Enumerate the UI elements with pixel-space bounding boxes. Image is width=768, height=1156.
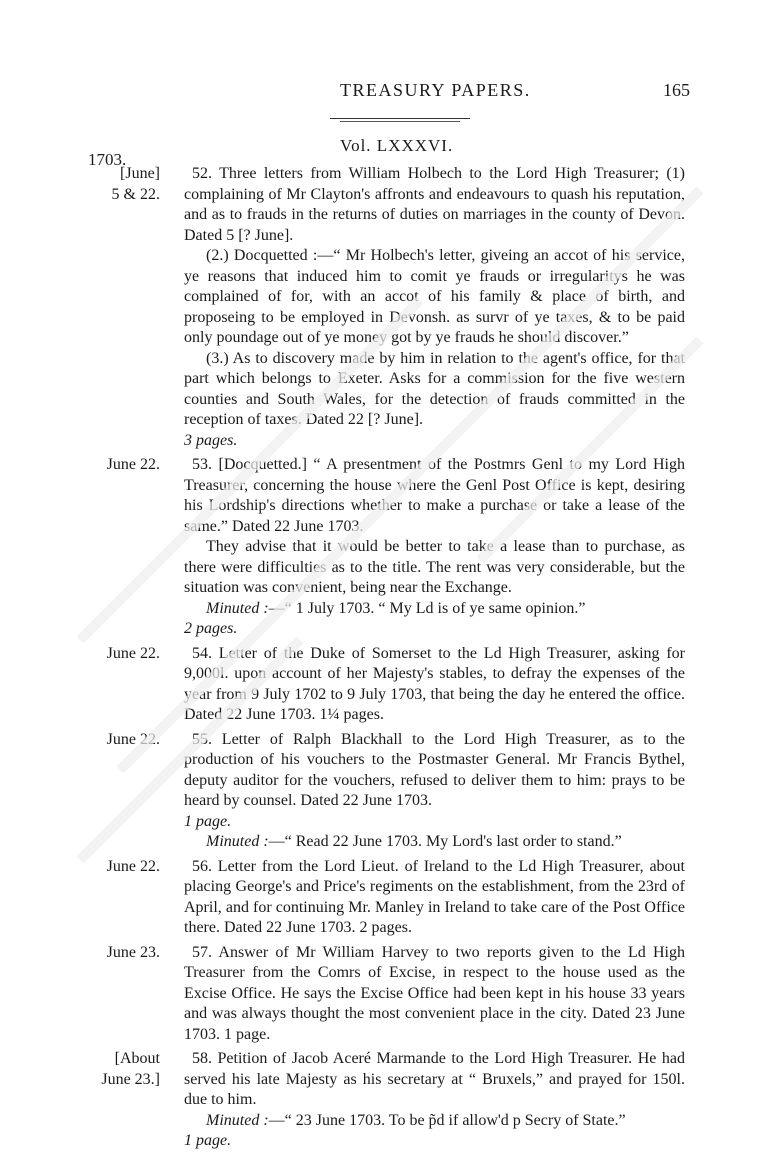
entry-paragraph: 55. Letter of Ralph Blackhall to the Lord High Treasurer, as to the production of his vouchers to the Postmaster General. Mr Francis Bythel, deputy auditor for the vouchers, refused to deliver them to him: prays to be heard by counsel. Dated 22 June 1703. <box>184 730 685 809</box>
minuted-text: —“ 1 July 1703. “ My Ld is of ye same opinion.” <box>268 599 586 617</box>
year-marker: 1703. <box>88 150 127 169</box>
minuted-label: Minuted : <box>206 599 269 617</box>
entry-paragraph: 52. Three letters from William Holbech to the Lord High Treasurer; (1) complaining of Mr Clayton's affronts and endeavours to quash his reputation, and as to frauds in the returns of duties on marriages in the county of Devon. Dated 5 [? June]. <box>184 165 685 244</box>
entry-date: June 23. <box>106 943 160 961</box>
volume-heading: Vol. LXXXVI. <box>340 136 454 155</box>
entry-paragraph: (3.) As to discovery made by him in relation to the agent's office, for that part which belongs to Exeter. Asks for a commission for the five western counties and South Wales, for the detection of frauds committed in the reception of taxes. Dated 22 [? June]. <box>184 349 685 428</box>
minuted-label: Minuted : <box>206 1111 269 1129</box>
entry-body <box>184 1049 685 1152</box>
entry-paragraph: 58. Petition of Jacob Aceré Marmande to the Lord High Treasurer. He had served his late Majesty as his secretary at “ Bruxels,” and prayed for 150l. due to him. <box>184 1050 685 1108</box>
running-title: TREASURY PAPERS. <box>340 80 531 100</box>
entry-pages: 3 pages. <box>184 431 238 449</box>
entry-paragraph: They advise that it would be better to take a lease than to purchase, as there were difficulties as to the title. The rent was very considerable, but the situation was convenient, being near the Exchange. <box>184 538 685 596</box>
entries-list <box>80 164 685 1156</box>
entry-date: [June] 5 & 22. <box>111 165 160 203</box>
entry-date: [About June 23.] <box>101 1050 160 1088</box>
entry-pages: 1 page. <box>184 1132 232 1149</box>
header-rule <box>330 118 470 119</box>
entry-body <box>184 857 685 939</box>
entry-date: June 22. <box>106 644 160 662</box>
page-number: 165 <box>663 80 690 100</box>
minuted-text: —“ 23 June 1703. To be p̃d if allow'd p Secry of State.” <box>268 1111 626 1129</box>
entry-paragraph: (2.) Docquetted :—“ Mr Holbech's letter, giveing an accot of his service, ye reasons that induced him to comit ye frauds or irregularitys he was complained of for, with an accot of his family & place of birth, and proposeing to be employed in Devonsh. as survr of ye taxes, & to be paid only poundage out of ye money got by ye frauds he should discover.” <box>184 247 685 346</box>
entry-57 <box>80 943 685 1046</box>
entry-date: June 22. <box>106 456 160 473</box>
entry-pages: 2 pages. <box>184 620 238 637</box>
entry-body <box>184 644 685 726</box>
entry-date: June 22. <box>106 730 160 748</box>
minuted-note <box>184 1111 685 1132</box>
entry-paragraph: 57. Answer of Mr William Harvey to two reports given to the Ld High Treasurer from the Comrs of Excise, in respect to the house used as the Excise Office. He says the Excise Office had been kept in his house 33 years and was always thought the most convenient place in the city. Dated 23 June 1703. 1 page. <box>184 943 685 1043</box>
minuted-text: —“ Read 22 June 1703. My Lord's last order to stand.” <box>268 833 622 850</box>
header-rule-secondary <box>340 121 460 122</box>
minuted-note <box>184 832 685 853</box>
entry-53 <box>80 455 685 640</box>
minuted-note <box>184 599 685 620</box>
entry-paragraph: 54. Letter of the Duke of Somerset to the Ld High Treasurer, asking for 9,000l. upon account of her Majesty's stables, to defray the expenses of the year from 9 July 1702 to 9 July 1703, that being the day he entered the office. Dated 22 June 1703. 1¼ pages. <box>184 644 685 723</box>
entry-paragraph: 56. Letter from the Lord Lieut. of Ireland to the Ld High Treasurer, about placing George's and Price's regiments on the establishment, from the 23rd of April, and for continuing Mr. Manley in Ireland to take care of the Post Office there. Dated 22 June 1703. 2 pages. <box>184 857 685 936</box>
minuted-label: Minuted : <box>206 833 269 850</box>
entry-body <box>184 455 685 640</box>
entry-pages: 1 page. <box>184 812 232 830</box>
entry-54 <box>80 644 685 726</box>
entry-body <box>184 164 685 451</box>
entry-paragraph: 53. [Docquetted.] “ A presentment of the Postmrs Genl to my Lord High Treasurer, concerning the house where the Genl Post Office is kept, desiring his Lordship's directions whether to make a purchase or take a lease of the same.” Dated 22 June 1703. <box>184 456 685 535</box>
entry-58 <box>80 1049 685 1152</box>
page-header <box>90 80 690 104</box>
entry-55 <box>80 730 685 853</box>
entry-date: June 22. <box>106 857 160 875</box>
entry-56 <box>80 857 685 939</box>
entry-52 <box>80 164 685 451</box>
entry-body <box>184 730 685 853</box>
entry-body <box>184 943 685 1046</box>
